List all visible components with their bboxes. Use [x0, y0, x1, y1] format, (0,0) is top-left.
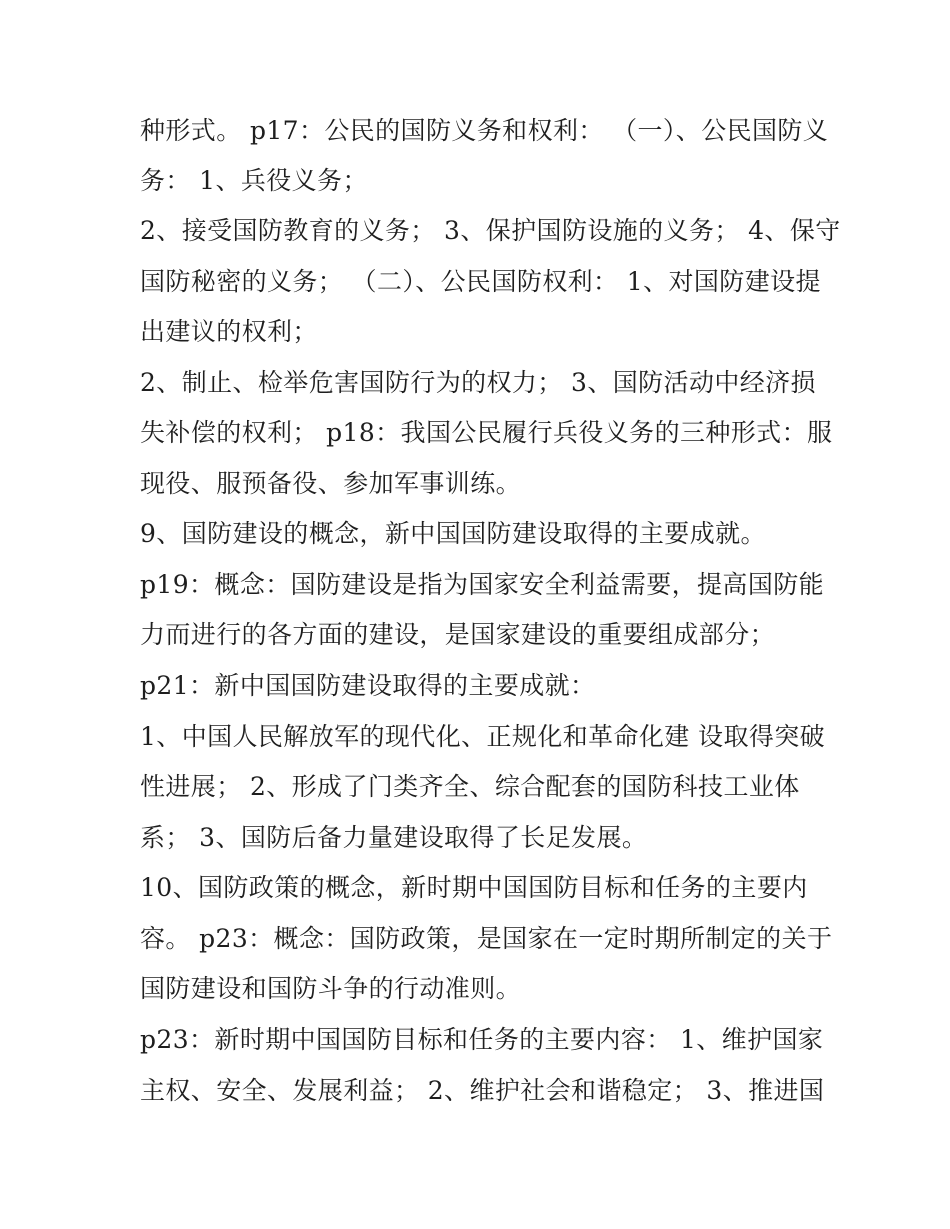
text-line: 失补偿的权利； p18：我国公民履行兵役义务的三种形式：服 [140, 418, 833, 447]
text-line: p23：新时期中国国防目标和任务的主要内容： 1、维护国家 [140, 1025, 824, 1054]
text-line: 务： 1、兵役义务； [140, 166, 368, 195]
text-line: 出建议的权利； [140, 317, 318, 346]
text-line: 主权、安全、发展利益； 2、维护社会和谐稳定； 3、推进国 [140, 1076, 825, 1105]
text-line: 10、国防政策的概念，新时期中国国防目标和任务的主要内 [140, 873, 808, 902]
text-line: 2、接受国防教育的义务； 3、保护国防设施的义务； 4、保守 [140, 216, 841, 245]
text-line: 2、制止、检举危害国防行为的权力； 3、国防活动中经济损 [140, 368, 816, 397]
text-line: p21：新中国国防建设取得的主要成就： [140, 671, 596, 700]
text-line: 力而进行的各方面的建设，是国家建设的重要组成部分； [140, 620, 776, 649]
text-line: 国防建设和国防斗争的行动准则。 [140, 974, 522, 1003]
text-line: 性进展； 2、形成了门类齐全、综合配套的国防科技工业体 [140, 772, 800, 801]
text-line: 容。 p23：概念：国防政策，是国家在一定时期所制定的关于 [140, 924, 833, 953]
text-line: 国防秘密的义务； （二）、公民国防权利： 1、对国防建设提 [140, 267, 821, 296]
text-line: 现役、服预备役、参加军事训练。 [140, 469, 522, 498]
text-line: 1、中国人民解放军的现代化、正规化和革命化建 设取得突破 [140, 722, 826, 751]
text-line: 种形式。 p17：公民的国防义务和权利： （一）、公民国防义 [140, 116, 829, 145]
text-line: 系； 3、国防后备力量建设取得了长足发展。 [140, 823, 648, 852]
text-line: 9、国防建设的概念，新中国国防建设取得的主要成就。 [140, 519, 766, 548]
text-line: p19：概念：国防建设是指为国家安全利益需要，提高国防能 [140, 570, 825, 599]
